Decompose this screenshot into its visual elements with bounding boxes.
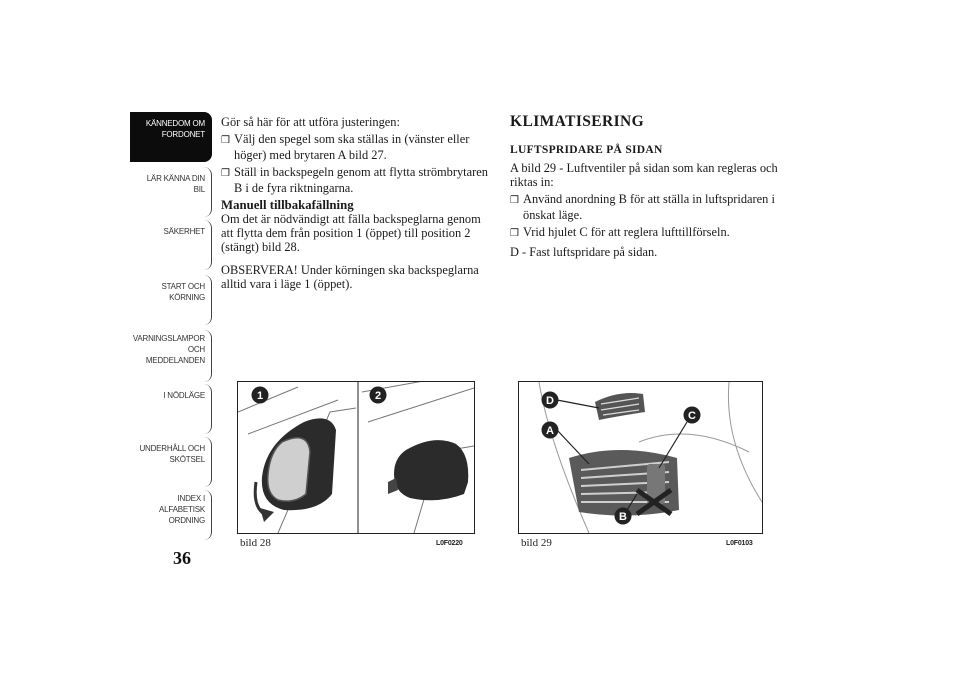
note-paragraph: OBSERVERA! Under körningen ska backspeglarna alltid vara i läge 1 (öppet). xyxy=(221,263,479,291)
tab-sakerhet[interactable]: SÄKERHET xyxy=(130,220,212,270)
tab-varningslampor[interactable]: VARNINGSLAMPOR OCH MEDDELANDEN xyxy=(130,330,212,382)
figure-28-code: L0F0220 xyxy=(436,540,463,547)
tab-lar-kanna-din-bil[interactable]: LÄR KÄNNA DIN BIL xyxy=(130,167,212,217)
body-paragraph: A bild 29 - Luftventiler på sidan som kan regleras och riktas in: xyxy=(510,161,778,189)
section-heading: Manuell tillbakafällning xyxy=(221,198,354,212)
checkbox-bullet-icon: ❒ xyxy=(221,135,230,146)
marker-2 xyxy=(370,387,387,404)
marker-D xyxy=(542,392,559,409)
tab-i-nodlage[interactable]: I NÖDLÄGE xyxy=(130,384,212,434)
bullet-item xyxy=(221,165,491,195)
figure-29-caption: bild 29 xyxy=(521,537,552,549)
checkbox-bullet-icon: ❒ xyxy=(221,168,230,179)
marker-C xyxy=(684,407,701,424)
chapter-tabs xyxy=(130,112,213,540)
bullet-text: Använd anordning B för att ställa in luftspridaren i önskat läge. xyxy=(523,192,775,222)
svg-text:B: B xyxy=(619,511,627,523)
svg-text:1: 1 xyxy=(256,390,264,402)
svg-text:A: A xyxy=(546,425,554,437)
body-paragraph: Om det är nödvändigt att fälla backspeglarna genom att flytta dem från position 1 (öppet) till position 2 (stängt) bild 28. xyxy=(221,212,481,254)
page-number: 36 xyxy=(173,548,191,568)
bullet-item xyxy=(510,192,785,222)
figure-28-mirror-illustration xyxy=(237,381,475,534)
bullet-text: Vrid hjulet C för att reglera lufttillförseln. xyxy=(523,225,730,239)
marker-B xyxy=(615,508,632,525)
left-column xyxy=(221,115,491,291)
mirror-drawing xyxy=(238,382,474,533)
svg-text:2: 2 xyxy=(374,390,382,402)
checkbox-bullet-icon: ❒ xyxy=(510,195,519,206)
body-paragraph: D - Fast luftspridare på sidan. xyxy=(510,245,658,259)
bullet-item xyxy=(221,132,491,162)
svg-text:D: D xyxy=(546,395,554,407)
air-vent-drawing xyxy=(519,382,762,533)
tab-start-och-korning[interactable]: START OCH KÖRNING xyxy=(130,275,212,325)
intro-text: Gör så här för att utföra justeringen: xyxy=(221,115,400,129)
figure-29-air-vent-illustration xyxy=(518,381,763,534)
bullet-text: Ställ in backspegeln genom att flytta strömbrytaren B i de fyra riktningarna. xyxy=(234,165,488,195)
figure-29-code: L0F0103 xyxy=(726,540,753,547)
marker-A xyxy=(542,422,559,439)
checkbox-bullet-icon: ❒ xyxy=(510,228,519,239)
sub-title: LUFTSPRIDARE PÅ SIDAN xyxy=(510,144,663,156)
tab-kannedom-om-fordonet[interactable]: KÄNNEDOM OM FORDONET xyxy=(130,112,212,162)
tab-underhall-och-skotsel[interactable]: UNDERHÅLL OCH SKÖTSEL xyxy=(130,437,212,487)
bullet-item xyxy=(510,225,785,241)
svg-text:C: C xyxy=(688,410,696,422)
tab-index[interactable]: INDEX I ALFABETISK ORDNING xyxy=(130,490,212,540)
section-title: KLIMATISERING xyxy=(510,113,645,130)
figure-28-caption: bild 28 xyxy=(240,537,271,549)
right-column xyxy=(510,115,785,259)
bullet-text: Välj den spegel som ska ställas in (vänster eller höger) med brytaren A bild 27. xyxy=(234,132,470,162)
marker-1 xyxy=(252,387,269,404)
